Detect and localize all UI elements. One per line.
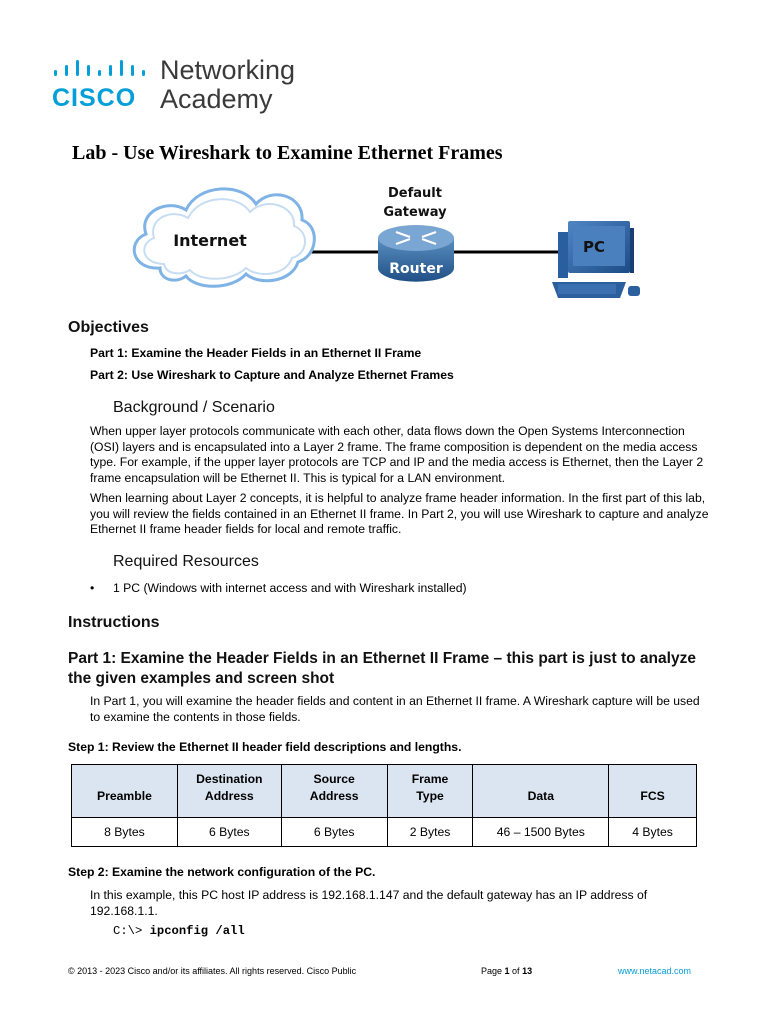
objective-item-2: Part 2: Use Wireshark to Capture and Analyze Ethernet Frames [90,368,454,382]
col-fcs: FCS [609,765,697,818]
page-title: Lab - Use Wireshark to Examine Ethernet Frames [72,142,503,164]
step2-text: In this example, this PC host IP address is 192.168.1.147 and the default gateway has an IP address of 192.168.1.1. [90,888,648,918]
ethernet-header-table [71,764,697,847]
bullet-icon: • [90,581,95,595]
col-source-address: Source Address [281,765,387,818]
cell-destination: 6 Bytes [177,818,281,847]
instructions-heading: Instructions [68,614,160,631]
logo-wordmark: CISCO [52,84,137,112]
cell-data: 46 – 1500 Bytes [473,818,609,847]
objectives-heading: Objectives [68,319,149,336]
router-label: Router [389,261,443,277]
command-text: ipconfig /all [149,924,245,938]
footer-link[interactable]: www.netacad.com [618,966,692,976]
step2-heading: Step 2: Examine the network configuration of the PC. [68,865,376,879]
table-row [72,818,697,847]
background-paragraph-1: When upper layer protocols communicate with each other, data flows down the Open Systems Interconnection (OSI) layers and is encapsulated into a Layer 2 frame. The frame composition is dependent on the media access type. For example, if the upper layer protocols are TCP and IP and the media access is Ethernet, then the Layer 2 frame encapsulation will be Ethernet II. This is typical for a LAN environment. [90,424,704,485]
col-data: Data [473,765,609,818]
gateway-label-line1: Default [388,186,442,201]
gateway-label-line2: Gateway [383,205,447,220]
col-preamble: Preamble [72,765,178,818]
resource-item-1: 1 PC (Windows with internet access and with Wireshark installed) [113,581,467,595]
logo-academy: Academy [160,84,273,114]
cell-source: 6 Bytes [281,818,387,847]
col-frame-type: Frame Type [387,765,473,818]
objective-item-1: Part 1: Examine the Header Fields in an Ethernet II Frame [90,346,422,360]
footer-page-number: Page 1 of 13 [481,966,533,976]
footer-copyright: © 2013 - 2023 Cisco and/or its affiliates. All rights reserved. Cisco Public [68,966,357,976]
part1-intro: In Part 1, you will examine the header fields and content in an Ethernet II frame. A Wireshark capture will be used to examine the contents in those fields. [90,694,700,724]
col-destination-address: Destination Address [177,765,281,818]
pc-label: PC [582,238,606,256]
part1-heading: Part 1: Examine the Header Fields in an Ethernet II Frame – this part is just to analyze the given examples and screen shot [68,650,696,687]
cell-frame-type: 2 Bytes [387,818,473,847]
command-prompt: C:\> [113,924,150,938]
cell-fcs: 4 Bytes [609,818,697,847]
resources-list [90,580,467,596]
logo-networking: Networking [160,55,296,85]
step1-heading: Step 1: Review the Ethernet II header field descriptions and lengths. [68,740,462,754]
cell-preamble: 8 Bytes [72,818,178,847]
topology-diagram [120,176,650,306]
command-line [113,924,245,938]
cisco-bars-icon [52,60,152,80]
internet-label: Internet [173,231,247,250]
table-header-row [72,765,697,818]
resources-heading: Required Resources [113,553,259,570]
background-paragraph-2: When learning about Layer 2 concepts, it is helpful to analyze frame header information. In the first part of this lab, you will review the fields contained in an Ethernet II frame. In Part 2, you will use Wireshark to capture and analyze Ethernet II frame header fields for local and remote traffic. [90,491,709,536]
pc-icon [552,221,640,298]
background-heading: Background / Scenario [113,399,275,416]
